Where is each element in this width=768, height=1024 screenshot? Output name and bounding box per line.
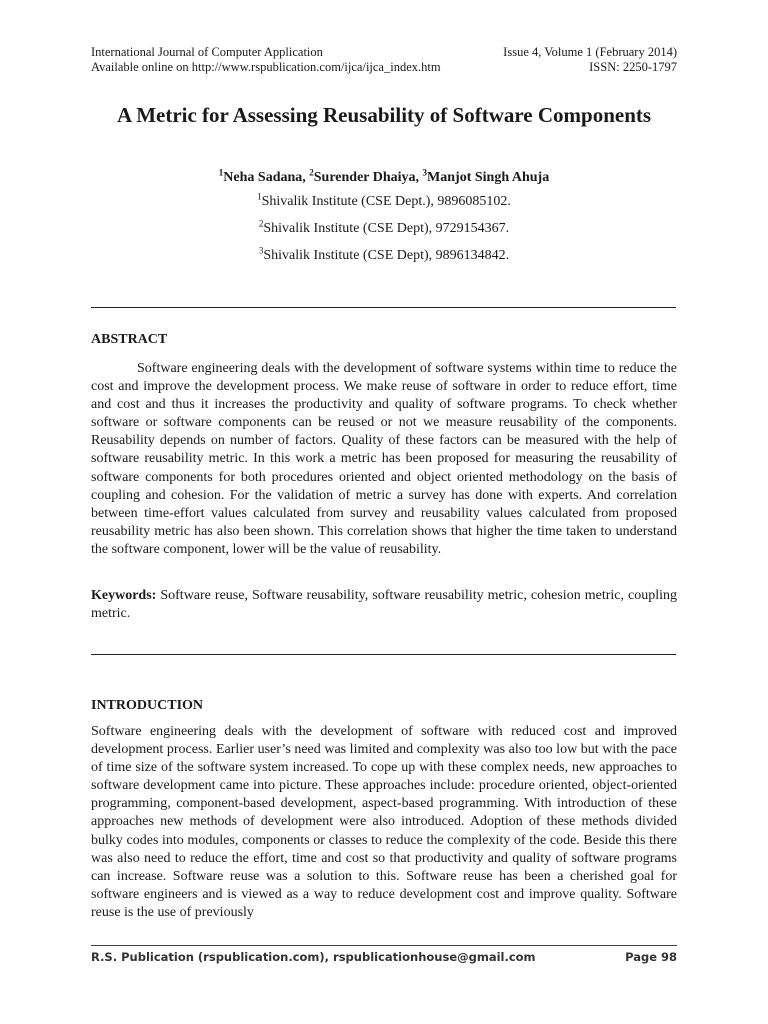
affiliation-1-text: Shivalik Institute (CSE Dept.), 9896085102. <box>261 194 511 209</box>
keywords-label: Keywords: <box>91 588 157 603</box>
page-footer <box>91 945 677 964</box>
divider-top <box>91 307 676 308</box>
affiliation-1-sup: 1 <box>257 191 262 202</box>
author-2-name: Surender Dhaiya, <box>313 170 423 185</box>
page-number: Page 98 <box>625 950 677 964</box>
paper-title: A Metric for Assessing Reusability of Software Components <box>116 103 652 127</box>
affiliation-3 <box>0 247 768 265</box>
affiliation-2-text: Shivalik Institute (CSE Dept), 9729154367. <box>263 221 510 236</box>
affiliation-1 <box>0 193 768 211</box>
affiliation-3-sup: 3 <box>258 245 264 256</box>
abstract-heading: ABSTRACT <box>91 332 168 347</box>
issue-info: Issue 4, Volume 1 (February 2014) <box>503 45 677 59</box>
author-1-sup: 1 <box>218 167 224 178</box>
header-row-top <box>91 45 677 60</box>
author-1-name: Neha Sadana, <box>223 170 310 185</box>
header-row-bottom <box>91 60 677 75</box>
affiliation-2-sup: 2 <box>258 218 264 229</box>
divider-bottom <box>91 654 676 655</box>
journal-header <box>91 45 677 75</box>
journal-name: International Journal of Computer Application <box>91 45 323 59</box>
author-3-name: Manjot Singh Ahuja <box>427 170 550 185</box>
availability-url[interactable]: Available online on http://www.rspublication.com/ijca/ijca_index.htm <box>91 60 441 74</box>
issn: ISSN: 2250-1797 <box>589 60 677 74</box>
affiliation-2 <box>0 220 768 238</box>
affiliation-3-text: Shivalik Institute (CSE Dept), 9896134842. <box>263 248 510 263</box>
keywords-paragraph <box>91 587 677 623</box>
author-list <box>0 168 768 188</box>
keywords-text: Software reuse, Software reusability, software reusability metric, cohesion metric, coupling metric. <box>91 588 677 622</box>
abstract-body: Software engineering deals with the development of software systems within time to reduce the cost and improve the development process. We make reuse of software in order to reduce effort, time and cost and thus it increases the productivity and quality of software programs. To check whether software or software components can be reused or not we measure reusability of the components. Reusability depends on number of factors. Quality of these factors can be measured with the help of software reusability metric. In this work a metric has been proposed for measuring the reusability of software components for both procedures oriented and object oriented methodology on the basis of coupling and cohesion. For the validation of metric a survey has done with experts. And correlation between time-effort values calculated from survey and reusability values calculated from proposed reusability metric has also been shown. This correlation shows that higher the time taken to understand the software component, lower will be the value of reusability. <box>91 361 677 557</box>
introduction-heading: INTRODUCTION <box>91 698 204 713</box>
author-2-sup: 2 <box>309 167 314 178</box>
publisher-info: R.S. Publication (rspublication.com), rspublicationhouse@gmail.com <box>91 950 536 964</box>
author-3-sup: 3 <box>422 167 428 178</box>
introduction-body: Software engineering deals with the development of software with reduced cost and improved development process. Earlier user’s need was limited and complexity was also too low but with the pace of time size of the software system increased. To cope up with these complex needs, new approaches to software development came into picture. These approaches include: procedure oriented, object-oriented programming, component-based development, aspect-based programming. With introduction of these approaches new methods of development were also introduced. Adoption of these methods divided bulky codes into modules, components or classes to reduce the complexity of the code. Beside this there was also need to reduce the effort, time and cost so that productivity and quality of software programs can increase. Software reuse was a solution to this. Software reuse has been a cherished goal for software engineers and is viewed as a way to reduce development cost and improve quality. Software reuse is the use of previously <box>91 724 677 920</box>
